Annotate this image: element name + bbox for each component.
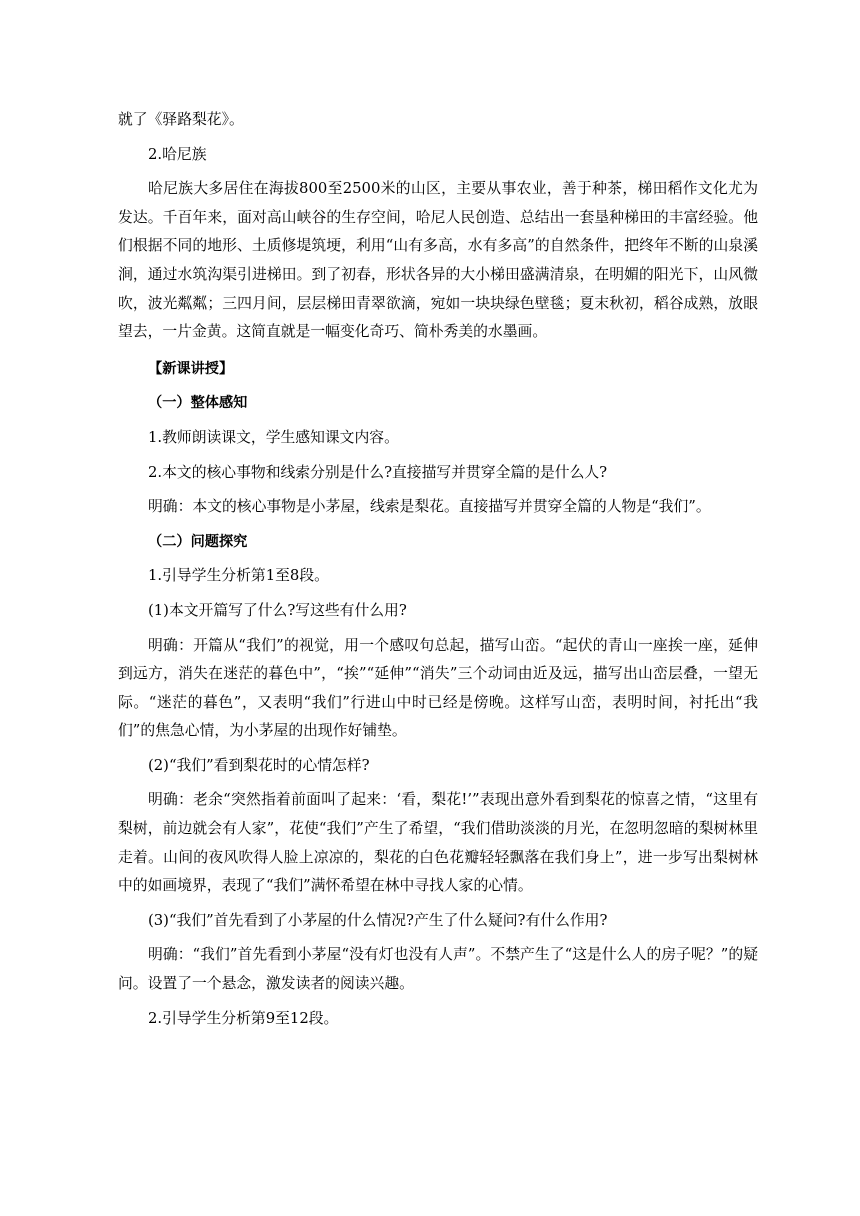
question-3: (3)“我们”首先看到了小茅屋的什么情况?产生了什么疑问?有什么作用? xyxy=(148,911,608,929)
answer-paragraph: 明确：老余“突然指着前面叫了起来：‘看，梨花!’”表现出意外看到梨花的惊喜之情，“这里有梨树，前边就会有人家”，花使“我们”产生了希望，“我们借助淡淡的月光，在忽明忽暗的梨树林里走着。山间的夜风吹得人脸上凉凉的，梨花的白色花瓣轻轻飘落在我们身上”，进一步写出梨树林中的如画境界，表现了“我们”满怀希望在林中寻找人家的心情。 xyxy=(118,791,758,895)
document-body xyxy=(118,106,758,1033)
list-item-1: 1.教师朗读课文，学生感知课文内容。 xyxy=(148,428,399,446)
list-item-4: 2.引导学生分析第9至12段。 xyxy=(148,1009,339,1027)
answer-paragraph: 明确：开篇从“我们”的视觉，用一个感叹句总起，描写山峦。“起伏的青山一座挨一座，延伸到远方，消失在迷茫的暮色中”，“挨”“延伸”“消失”三个动词由近及远，描写出山峦层叠，一望无际。“迷茫的暮色”，又表明“我们”行进山中时已经是傍晚。这样写山峦，表明时间，衬托出“我们”的焦急心情，为小茅屋的出现作好铺垫。 xyxy=(118,636,758,740)
section-heading-new-lesson: 【新课讲授】 xyxy=(148,360,234,377)
hani-paragraph: 哈尼族大多居住在海拔800至2500米的山区，主要从事农业，善于种茶，梯田稻作文化尤为发达。千百年来，面对高山峡谷的生存空间，哈尼人民创造、总结出一套垦种梯田的丰富经验。他们根据不同的地形、土质修堤筑埂，利用“山有多高，水有多高”的自然条件，把终年不断的山泉溪涧，通过水筑沟渠引进梯田。到了初春，形状各异的大小梯田盛满清泉，在明媚的阳光下，山风微吹，波光粼粼；三四月间，层层梯田青翠欲滴，宛如一块块绿色壁毯；夏末秋初，稻谷成熟，放眼望去，一片金黄。这简直就是一幅变化奇巧、简朴秀美的水墨画。 xyxy=(118,180,758,341)
list-item-3: 1.引导学生分析第1至8段。 xyxy=(148,567,329,585)
list-item-2: 2.本文的核心事物和线索分别是什么?直接描写并贯穿全篇的是什么人? xyxy=(148,463,608,481)
section-heading-overview: （一）整体感知 xyxy=(148,395,248,412)
subheading-hani: 2.哈尼族 xyxy=(148,145,207,163)
continued-paragraph: 就了《驿路梨花》。 xyxy=(118,111,244,128)
question-2: (2)“我们”看到梨花时的心情怎样? xyxy=(148,756,370,774)
section-heading-inquiry: （二）问题探究 xyxy=(148,533,248,550)
answer-paragraph: 明确：“我们”首先看到小茅屋“没有灯也没有人声”。不禁产生了“这是什么人的房子呢？”的疑问。设置了一个悬念，激发读者的阅读兴趣。 xyxy=(118,946,758,993)
answer-paragraph: 明确：本文的核心事物是小茅屋，线索是梨花。直接描写并贯穿全篇的人物是“我们”。 xyxy=(148,498,711,516)
question-1: (1)本文开篇写了什么?写这些有什么用? xyxy=(148,601,407,619)
